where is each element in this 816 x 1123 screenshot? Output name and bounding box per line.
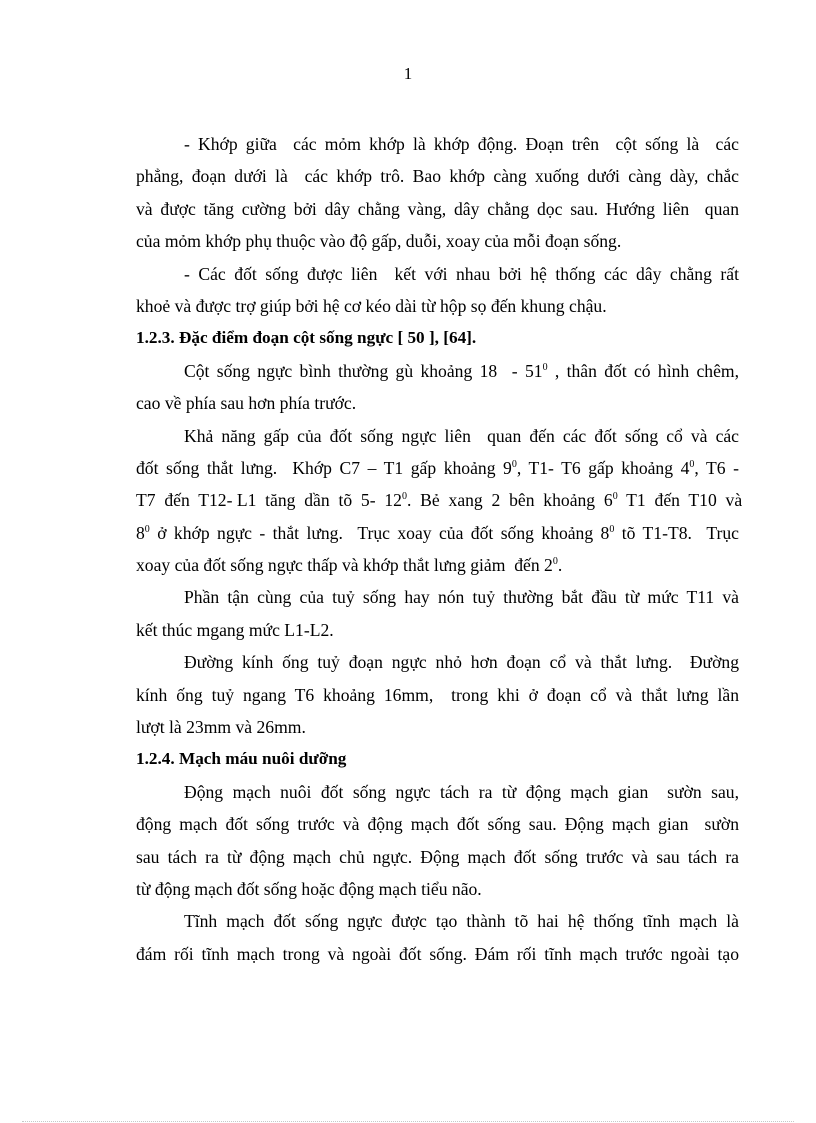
text-run: - Các đốt sống được liên kết với nhau bởi hệ thống các dây chằng rất xyxy=(184,263,739,284)
text-run: . xyxy=(557,555,563,576)
para-4-line-3 xyxy=(136,484,743,516)
para-3-line-2 xyxy=(136,387,739,419)
heading-1-2-3 xyxy=(136,322,739,354)
superscript-degree: 0 xyxy=(689,458,695,470)
text-run: Động mạch nuôi đốt sống ngực tách ra từ động mạch gian sườn sau, xyxy=(184,781,739,802)
para-3-line-1 xyxy=(136,355,739,387)
para-1-line-4 xyxy=(136,225,739,257)
para-1-line-2 xyxy=(136,160,739,192)
text-run: 8 xyxy=(136,522,145,543)
superscript-degree: 0 xyxy=(552,556,558,568)
text-run: T1 đến T10 và xyxy=(617,490,743,511)
text-run: ở khớp ngực - thắt lưng. Trục xoay của đốt sống khoảng 8 xyxy=(149,522,610,543)
para-2-line-1 xyxy=(136,258,739,290)
text-run: động mạch đốt sống trước và động mạch đốt sống sau. Động mạch gian sườn xyxy=(136,814,739,835)
text-run: từ động mạch đốt sống hoặc động mạch tiểu não. xyxy=(136,878,482,899)
text-run: đám rối tĩnh mạch trong và ngoài đốt sống. Đám rối tĩnh mạch trước ngoài tạo xyxy=(136,943,739,964)
superscript-degree: 0 xyxy=(609,523,615,535)
para-4-line-1 xyxy=(136,420,739,452)
para-5-line-2 xyxy=(136,614,739,646)
text-run: cao về phía sau hơn phía trước. xyxy=(136,393,357,414)
text-run: Phần tận cùng của tuỷ sống hay nón tuỷ thường bắt đầu từ mức T11 và xyxy=(184,587,739,608)
text-run: của mỏm khớp phụ thuộc vào độ gấp, duỗi, xoay của mỗi đoạn sống. xyxy=(136,231,622,252)
para-7-line-4 xyxy=(136,873,739,905)
para-8-line-1 xyxy=(136,905,739,937)
para-2-line-2 xyxy=(136,290,739,322)
para-1-line-1 xyxy=(136,128,739,160)
para-4-line-2 xyxy=(136,452,739,484)
para-6-line-3 xyxy=(136,711,739,743)
superscript-degree: 0 xyxy=(542,361,548,373)
para-5-line-1 xyxy=(136,581,739,613)
para-7-line-3 xyxy=(136,841,739,873)
text-run: sau tách ra từ động mạch chủ ngực. Động mạch đốt sống trước và sau tách ra xyxy=(136,846,739,867)
page-number: 1 xyxy=(403,64,413,83)
text-run: , T1- T6 gấp khoảng 4 xyxy=(516,457,690,478)
text-run: Khả năng gấp của đốt sống ngực liên quan đến các đốt sống cổ và các xyxy=(184,425,739,446)
superscript-degree: 0 xyxy=(401,491,407,503)
text-run: Cột sống ngực bình thường gù khoảng 18 - 51 xyxy=(184,360,543,381)
text-run: và được tăng cường bởi dây chằng vàng, dây chằng dọc sau. Hướng liên quan xyxy=(136,198,739,219)
text-run: lượt là 23mm và 26mm. xyxy=(136,717,306,738)
para-6-line-2 xyxy=(136,679,739,711)
para-1-line-3 xyxy=(136,193,739,225)
document-body xyxy=(136,128,743,970)
text-run: đốt sống thắt lưng. Khớp C7 – T1 gấp khoảng 9 xyxy=(136,457,512,478)
text-run: kính ống tuỷ ngang T6 khoảng 16mm, trong khi ở đoạn cổ và thắt lưng lần xyxy=(136,684,739,705)
text-run: 1.2.3. Đặc điểm đoạn cột sống ngực [ 50 ], [64]. xyxy=(136,328,477,348)
text-run: Đường kính ống tuỷ đoạn ngực nhỏ hơn đoạn cổ và thắt lưng. Đường xyxy=(184,652,739,673)
para-4-line-4 xyxy=(136,517,739,549)
text-run: , thân đốt có hình chêm, xyxy=(547,360,739,381)
para-4-line-5 xyxy=(136,549,739,581)
text-run: 1.2.4. Mạch máu nuôi dưỡng xyxy=(136,749,347,769)
text-run: khoẻ và được trợ giúp bởi hệ cơ kéo dài từ hộp sọ đến khung chậu. xyxy=(136,295,607,316)
text-run: , T6 - xyxy=(694,457,739,478)
para-7-line-1 xyxy=(136,776,739,808)
text-run: . Bẻ xang 2 bên khoảng 6 xyxy=(406,490,613,511)
text-run: - Khớp giữa các mỏm khớp là khớp động. Đoạn trên cột sống là các xyxy=(184,134,739,154)
text-run: phẳng, đoạn dưới là các khớp trô. Bao khớp càng xuống dưới càng dày, chắc xyxy=(136,166,739,187)
text-run: xoay của đốt sống ngực thấp và khớp thắt lưng giảm đến 2 xyxy=(136,555,553,576)
heading-1-2-4 xyxy=(136,743,739,775)
superscript-degree: 0 xyxy=(144,523,150,535)
para-7-line-2 xyxy=(136,808,739,840)
text-run: tõ T1-T8. Trục xyxy=(614,522,739,543)
superscript-degree: 0 xyxy=(511,458,517,470)
superscript-degree: 0 xyxy=(612,491,618,503)
text-run: Tĩnh mạch đốt sống ngực được tạo thành tõ hai hệ thống tĩnh mạch là xyxy=(184,911,739,932)
text-run: kết thúc mgang mức L1-L2. xyxy=(136,619,334,640)
para-6-line-1 xyxy=(136,646,739,678)
page-bottom-divider xyxy=(22,1121,794,1122)
text-run: T7 đến T12- L1 tăng dần tõ 5- 12 xyxy=(136,490,402,511)
para-8-line-2 xyxy=(136,938,739,970)
